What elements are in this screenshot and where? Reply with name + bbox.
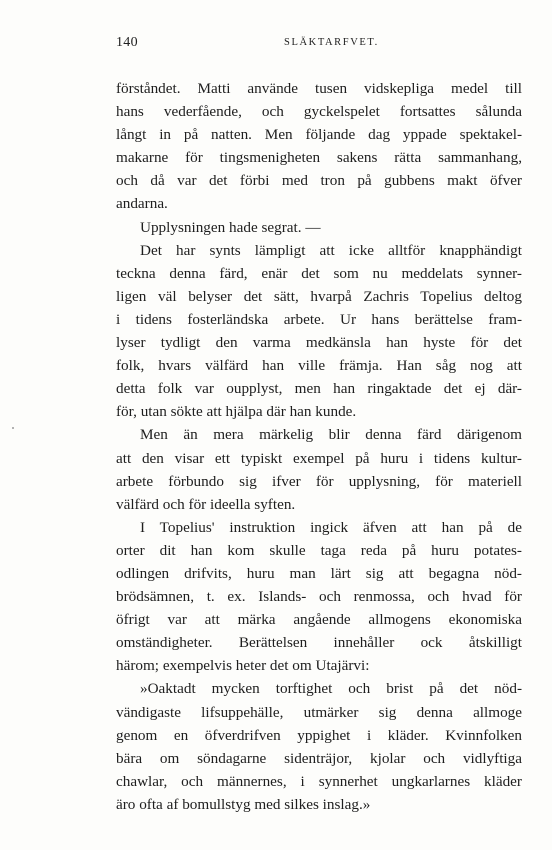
paragraph-line: Men än mera märkelig blir denna färd därigenom	[140, 426, 522, 444]
quote-line: vändigaste lifsuppehälle, utmärker sig denna allmoge	[116, 703, 522, 721]
text-line: att den visar ett typiskt exempel på huru i tidens kultur-	[116, 449, 522, 467]
text-line: makarne för tingsmenigheten sakens rätta sammanhang,	[116, 149, 522, 167]
quote-line: chawlar, och männernes, i synnerhet ungkarlarnes kläder	[116, 772, 522, 790]
text-line: långt in på natten. Men följande dag yppade spektakel-	[116, 126, 522, 144]
paragraph-line: Det har synts lämpligt att icke alltför knapphändigt	[140, 241, 522, 259]
margin-speck	[12, 427, 14, 429]
text-line: andarna.	[116, 195, 168, 213]
text-line: arbete förbundo sig ifver för upplysning, för materiell	[116, 472, 522, 490]
text-line: detta folk var oupplyst, men han ringaktade det ej där-	[116, 380, 522, 398]
page-number: 140	[116, 35, 138, 50]
text-line: teckna denna färd, enär det som nu meddelats synner-	[116, 264, 522, 282]
text-line: välfärd och för ideella syften.	[116, 495, 296, 513]
quote-line: »Oaktadt mycken torftighet och brist på det nöd-	[140, 680, 522, 698]
running-header	[116, 35, 522, 55]
text-line: öfrigt var att märka angående allmogens ekonomiska	[116, 611, 522, 629]
text-line: ligen väl belyser det sätt, hvarpå Zachris Topelius deltog	[116, 287, 522, 305]
text-line: förståndet. Matti använde tusen vidskepliga medel till	[116, 80, 522, 97]
body-text	[116, 77, 522, 816]
text-line: lyser tydligt den varma medkänsla han hyste för det	[116, 334, 522, 352]
text-line: hans vederfående, och gyckelspelet fortsattes sålunda	[116, 103, 522, 121]
paragraph-line: I Topelius' instruktion ingick äfven att han på de	[140, 518, 522, 536]
paragraph-line: Upplysningen hade segrat. —	[140, 218, 321, 236]
text-line: i tidens fosterländska arbete. Ur hans berättelse fram-	[116, 310, 522, 328]
text-line: härom; exempelvis heter det om Utajärvi:	[116, 657, 370, 675]
text-line: odlingen drifvits, huru man lärt sig att begagna nöd-	[116, 564, 522, 582]
quote-line: bära om söndagarne sidenträjor, kjolar och vidlyftiga	[116, 749, 522, 767]
text-line: orter dit han kom skulle taga reda på huru potates-	[116, 541, 522, 559]
text-line: brödsämnen, t. ex. Islands- och renmossa, och hvad för	[116, 588, 522, 606]
text-line: och då var det förbi med tron på gubbens makt öfver	[116, 172, 522, 190]
text-line: för, utan sökte att hjälpa där han kunde.	[116, 403, 357, 421]
running-title: SLÄKTARFVET.	[284, 37, 379, 48]
quote-line: äro ofta af bomullstyg med silkes inslag.»	[116, 795, 371, 813]
quote-line: genom en öfverdrifven yppighet i kläder. Kvinnfolken	[116, 726, 522, 744]
text-line: folk, hvars välfärd han ville främja. Han såg nog att	[116, 357, 522, 375]
text-line: omständigheter. Berättelsen innehåller ock åtskilligt	[116, 634, 522, 652]
